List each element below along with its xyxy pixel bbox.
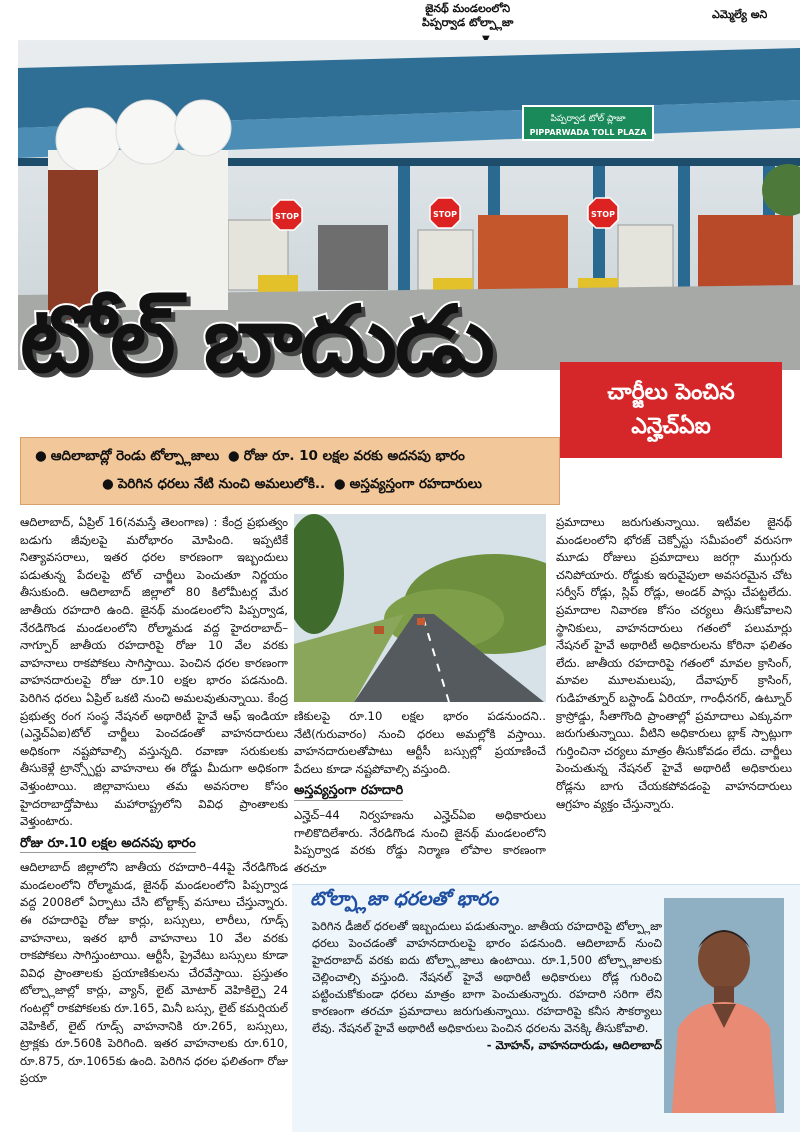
- photo-caption-location: జైనథ్ మండలంలోని పిప్పర్వాడ టోల్ప్లాజా: [422, 2, 514, 29]
- col1-paragraph-1: ఆదిలాబాద్, ఏప్రిల్ 16(నమస్తే తెలంగాణ) : కేంద్ర ప్రభుత్వం బడుగు జీవులపై మరోభారం మోపింది. ఇప్పటికే నిత్యావసరాలు, ఇతర ధరల కారణంగా ఇబ్బందులు పడుతున్న పేదలపై టోల్ చార్జీలు పెంచుతూ నిర్ణయం తీసుకుంది. ఆదిలాబాద్ జిల్లాలో 80 కిలోమీటర్ల మేర జాతీయ రహదారి ఉంది. జైనథ్ మండలంలోని పిప్పర్వాడ, నేరడిగొండ మండలంలోని రోల్మామడ వద్ద హైదరాబాద్–నాగ్పూర్ జాతీయ రహదారిపై రోజు 10 వేల వరకు వాహనాలు రాకపోకలు సాగిస్తాయి. పెంచిన ధరల కారణంగా వాహనదారులపై రోజు రూ.10 లక్షల భారం పడనుంది. పెరిగిన ధరలు ఏప్రిల్ ఒకటి నుంచి అమలవుతున్నాయి. కేంద్ర ప్రభుత్వ రంగ సంస్థ నేషనల్ అథారిటీ హైవే ఆఫ్ ఇండియా (ఎన్హెచ్ఏఐ)టోల్ చార్జీలు పెంచడంతో వాహనదారులు అధికంగా నష్టపోవాల్సి వస్తున్నది. రవాణా సరుకులకు తీసుకెళ్లే ట్రాన్స్పోర్టు వాహనాలు ఈ రోడ్డు మీదుగా అధికంగా వెళ్తుంటాయి. జిల్లావాసులు తమ అవసరాల కోసం హైదరాబాద్తోపాటు మహారాష్ట్రలోని వివిధ ప్రాంతాలకు వెళ్తుంటారు.: [20, 515, 288, 829]
- article-column-2: [294, 708, 546, 880]
- article-column-3: [556, 514, 792, 880]
- highlight-1: ఆదిలాబాద్లో రెండు టోల్ప్లాజాలు: [50, 448, 220, 464]
- main-headline: టోల్ బాదుడు: [20, 286, 493, 393]
- col1-subheading: రోజు రూ.10 లక్షల అదనపు భారం: [20, 835, 196, 854]
- highlights-box: [20, 437, 560, 505]
- highlight-2: రోజు రూ. 10 లక్షల వరకు అదనపు భారం: [243, 448, 465, 464]
- photo-caption-fragment: ఎమ్మెల్యే అని: [712, 8, 768, 21]
- stop-sign-2: STOP: [433, 210, 457, 219]
- stop-sign-3: STOP: [591, 210, 615, 219]
- quote-signature: - మోహన్, వాహనదారుడు, ఆదిలాబాద్: [486, 1038, 662, 1052]
- bullet-dot: ●: [333, 476, 346, 492]
- bullet-dot: ●: [102, 476, 114, 492]
- plaza-sign-english: PIPPARWADA TOLL PLAZA: [529, 128, 647, 137]
- quote-title: టోల్ప్లాజా ధరలతో భారం: [310, 888, 499, 910]
- badge-line-1: చార్జీలు పెంచిన: [607, 380, 735, 405]
- highlight-4: అస్తవ్యస్తంగా రహదారులు: [349, 476, 482, 492]
- col2-paragraph-2: ఎన్హెచ్–44 నిర్వహణను ఎన్హెచ్ఏఐ అధికారులు గాలికొదిలేశారు. నేరడిగొండ నుంచి జైనథ్ మండలంలోని పిప్పర్వాడ వరకు రోడ్డు నిర్మాణ లోపాల కారణంగా తరచూ: [294, 807, 546, 875]
- nhai-badge: [560, 362, 782, 458]
- bullet-dot: ●: [35, 448, 47, 464]
- col2-subheading: అస్తవ్యస్తంగా రహదారి: [294, 782, 403, 801]
- col1-paragraph-2: ఆదిలాబాద్ జిల్లాలోని జాతీయ రహదారి–44పై నేరడిగొండ మండలంలోని రోల్మామడ, జైనథ్ మండలంలోని పిప్పర్వాడ వద్ద 2008లో ఏర్పాటు చేసి టోల్టాక్స్ వసూలు చేస్తున్నారు. ఈ రహదారిపై రోజు కార్లు, బస్సులు, లారీలు, గూడ్స్ వాహనాలు, ఇతర భారీ వాహనాలు 10 వేల వరకు రాకపోకలు సాగిస్తుంటాయి. ఆర్టీసీ, ప్రైవేటు బస్సులు కూడా వివిధ ప్రాంతాలకు ప్రయాణికులను చేరవేస్తాయి. ప్రస్తుతం టోల్ప్లాజాల్లో కార్లు, వ్యాన్, లైట్ మోటార్ వెహికిల్పై 24 గంటల్లో రాకపోకలకు రూ.165, మినీ బస్సు, లైట్ కమర్షియల్ వెహికిల్, లైట్ గూడ్స్ వాహనానికి రూ.265, బస్సులు, ట్రాక్లకు రూ.560కి పెరిగింది. ఇతర వాహనాలకు రూ.610, రూ.875, రూ.1065కు ఉంది. పెరిగిన ధరల ఫలితంగా రోజు ప్రయా: [20, 860, 288, 1086]
- highlight-3: పెరిగిన ధరలు నేటి నుంచి అమలులోకి..: [117, 476, 326, 492]
- quote-body: [312, 918, 662, 1054]
- person-portrait: [664, 898, 784, 1113]
- article-column-1: [20, 514, 288, 1124]
- badge-line-2: ఎన్హెచ్ఏఐ: [631, 414, 711, 439]
- plaza-sign-telugu: పిప్పర్వాడ టోల్ ప్లాజా: [550, 114, 626, 124]
- col2-paragraph-1: ణికులపై రూ.10 లక్షల భారం పడనుందని.. నేటి(గురువారం) నుంచి ధరలు అమల్లోకి వస్తాయి. వాహనదారులతోపాటు ఆర్టీసీ బస్సుల్లో ప్రయాణించే పేదలు కూడా నష్టపోవాల్సి వస్తుంది.: [294, 709, 546, 776]
- quote-text: పెరిగిన డీజిల్ ధరలతో ఇబ్బందులు పడుతున్నాం. జాతీయ రహదారిపై టోల్ప్లాజా ధరలు పెంచడంతో వాహనదారులపై భారం పడనుంది. ఆదిలాబాద్ నుంచి హైదరాబాద్ వరకు ఐదు టోల్ప్లాజాలు ఉంటాయి. రూ.1,500 టోల్ప్లాజాలకు చెల్లించాల్సి వస్తుంది. నేషనల్ హైవే అథారిటీ అధికారులు రోడ్ల గురించి పట్టించుకోకుండా ధరలు మాత్రం బాగా పెంచుతున్నారు. రహదారి సరిగా లేని కారణంగా తరచూ ప్రమాదాలు జరుగుతున్నాయి. రహదారిపై కనీస సౌకర్యాలు లేవు. నేషనల్ హైవే అథారిటీ అధికారులు పెంచిన ధరలను వెనక్కి తీసుకోవాలి.: [312, 919, 662, 1035]
- col3-paragraph-1: ప్రమాదాలు జరుగుతున్నాయి. ఇటీవల జైనథ్ మండలంలోని భోరజ్ చెక్పోస్టు సమీపంలో వరుసగా మూడు రోజులు ప్రమాదాలు జరగ్గా ముగ్గురు చనిపోయారు. రోడ్డుకు ఇరువైపులా అవసరమైన చోట సర్వీస్ రోడ్లు, స్లిప్ రోడ్లు, అండర్ పాస్లు చేపట్టలేదు. ప్రమాదాల నివారణ కోసం చర్యలు తీసుకోవాలని స్థానికులు, వాహనదారులు గతంలో పలుమార్లు నేషనల్ హైవే అథారిటీ అధికారులను కోరినా ఫలితం లేదు. జాతీయ రహదారిపై గతంలో మావల క్రాసింగ్, మావల మూలమలుపు, దేవాపూర్ క్రాసింగ్, గుడిహత్నూర్ బస్టాండ్ ఏరియా, గాంధీనగర్, ఉట్నూర్ క్రాస్రోడ్డు, సీతాగొంది ప్రాంతాల్లో ప్రమాదాలు ఎక్కువగా జరుగుతున్నాయి. వీటిని అధికారులు బ్లాక్ స్పాట్లుగా గుర్తించినా చర్యలు మాత్రం తీసుకోవడం లేదు. చార్జీలు పెంచుతున్న నేషనల్ హైవే అథారిటీ అధికారులు రోడ్లను బాగు చేయకపోవడంపై వాహనదారులు ఆగ్రహం వ్యక్తం చేస్తున్నారు.: [556, 515, 792, 811]
- highway-photo: [294, 514, 546, 702]
- bullet-dot: ●: [227, 448, 240, 464]
- stop-sign-1: STOP: [275, 212, 299, 221]
